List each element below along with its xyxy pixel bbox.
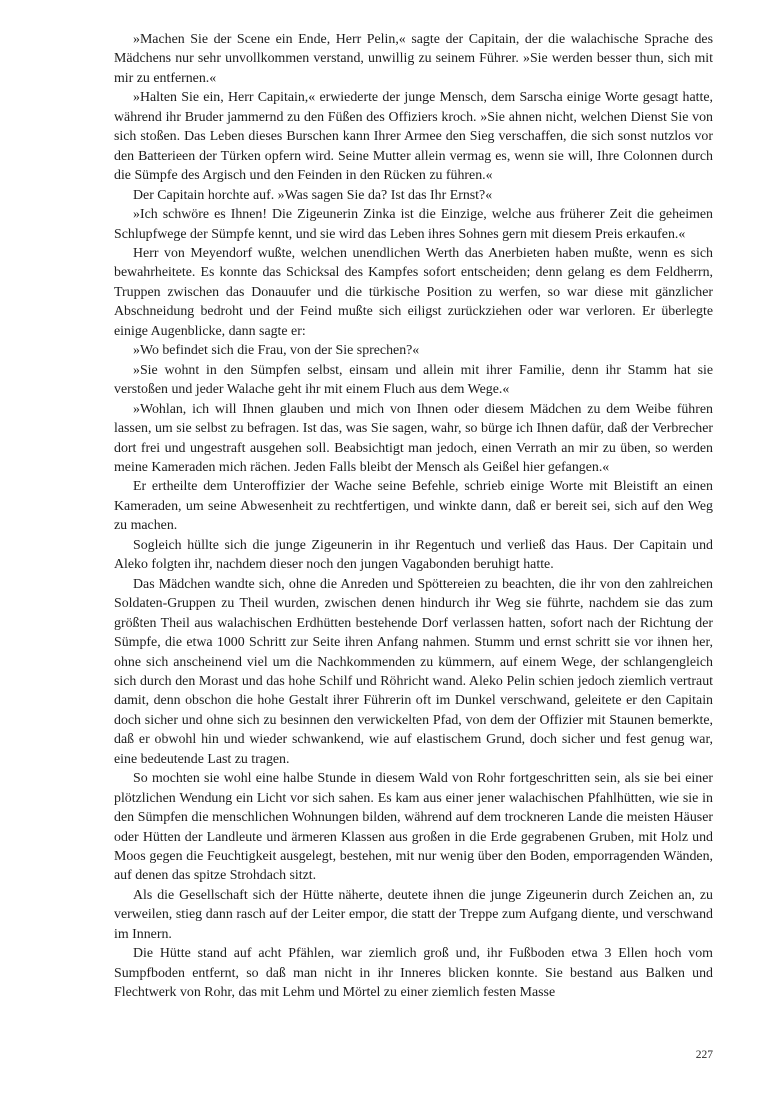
paragraph: Herr von Meyendorf wußte, welchen unendlichen Werth das Anerbieten haben mußte, wenn es sich bewahrheitete. Es konnte das Schicksal des Kampfes sofort entscheiden; denn gelang es dem Feldherrn, Truppen zwischen das Donauufer und die türkische Position zu werfen, so war diese mit gänzlicher Abschneidung bedroht und der Feind mußte sich eiligst zurückziehen oder war verloren. Er überlegte einige Augenblicke, dann sagte er:	[114, 245, 713, 339]
paragraph: »Wo befindet sich die Frau, von der Sie sprechen?«	[133, 343, 420, 359]
paragraph: Der Capitain horchte auf. »Was sagen Sie da? Ist das Ihr Ernst?«	[133, 187, 493, 203]
paragraph: »Halten Sie ein, Herr Capitain,« erwiederte der junge Mensch, dem Sarscha einige Worte gesagt hatte, während ihr Bruder jammernd zu den Füßen des Offiziers kroch. »Sie ahnen nicht, welchen Dienst Sie von sich stoßen. Das Leben dieses Burschen kann Ihrer Armee den Sieg verschaffen, die sich sonst nutzlos vor den Batterieen der Türken opfern wird. Seine Mutter allein vermag es, wenn sie will, Ihre Colonnen durch die Sümpfe des Argisch und den Feinden in den Rücken zu führen.«	[114, 90, 713, 184]
paragraph: Die Hütte stand auf acht Pfählen, war ziemlich groß und, ihr Fußboden etwa 3 Ellen hoch vom Sumpfboden entfernt, so daß man nicht in ihr Inneres blicken konnte. Sie bestand aus Balken und Flechtwerk von Rohr, das mit Lehm und Mörtel zu einer ziemlich festen Masse	[114, 946, 713, 1001]
paragraph: »Machen Sie der Scene ein Ende, Herr Pelin,« sagte der Capitain, der die walachische Sprache des Mädchens nur sehr unvollkommen verstand, unwillig zu seinem Führer. »Sie werden besser thun, sich mit mir zu entfernen.«	[114, 32, 713, 86]
paragraph: Als die Gesellschaft sich der Hütte näherte, deutete ihnen die junge Zigeunerin durch Zeichen an, zu verweilen, stieg dann rasch auf der Leiter empor, die statt der Treppe zum Aufgang diente, und verschwand im Innern.	[114, 887, 713, 942]
page-number: 227	[695, 1049, 713, 1061]
paragraph: So mochten sie wohl eine halbe Stunde in diesem Wald von Rohr fortgeschritten sein, als sie bei einer plötzlichen Wendung ein Licht vor sich sahen. Es kam aus einer jener walachischen Pfahlhütten, wie sie in den Sümpfen die menschlichen Wohnungen bilden, während auf dem trockneren Lande die meisten Häuser oder Hütten der Landleute und ärmeren Klassen aus großen in die Erde gegrabenen Gruben, mit Holz und Moos gegen die Feuchtigkeit ausgelegt, bestehen, mit nur wenig über den Boden, emporragenden Wänden, auf denen das spitze Strohdach sitzt.	[114, 771, 713, 884]
paragraph: Sogleich hüllte sich die junge Zigeunerin in ihr Regentuch und verließ das Haus. Der Capitain und Aleko folgten ihr, nachdem dieser noch den jungen Vagabonden beruhigt hatte.	[114, 537, 713, 573]
page-text	[114, 30, 713, 1003]
paragraph: Das Mädchen wandte sich, ohne die Anreden und Spöttereien zu beachten, die ihr von den zahlreichen Soldaten-Gruppen zu Theil wurden, zwischen denen hindurch ihr Weg sie führte, nachdem sie das zum größten Theil aus walachischen Erdhütten bestehende Dorf verlassen hatten, sofort nach der Richtung der Sümpfe, die etwa 1000 Schritt zur Seite ihren Anfang nahmen. Stumm und ernst schritt sie vor ihnen her, ohne sich anscheinend viel um die Nachkommenden zu kümmern, auf einem Wege, der schlangengleich sich durch den Morast und das hohe Schilf und Röhricht wand. Aleko Pelin schien jedoch ziemlich vertraut damit, denn obschon die hohe Gestalt ihrer Führerin oft im Dunkel verschwand, geleitete er den Capitain doch sicher und ohne sich zu besinnen den verwickelten Pfad, von dem der Offizier mit Staunen bemerkte, daß er obwohl hin und wieder schwankend, wie auf elastischem Grund, doch sicher und fest genug war, eine bedeutende Last zu tragen.	[114, 576, 713, 767]
paragraph: »Ich schwöre es Ihnen! Die Zigeunerin Zinka ist die Einzige, welche aus früherer Zeit die geheimen Schlupfwege der Sümpfe kennt, und sie wird das Leben ihres Sohnes gern mit diesem Preis erkaufen.«	[114, 207, 713, 242]
paragraph: Er ertheilte dem Unteroffizier der Wache seine Befehle, schrieb einige Worte mit Bleistift an einen Kameraden, um seine Abwesenheit zu rechtfertigen, und winkte dann, daß er bereit sei, sich auf den Weg zu machen.	[114, 479, 713, 534]
paragraph: »Wohlan, ich will Ihnen glauben und mich von Ihnen oder diesem Mädchen zu dem Weibe führen lassen, um sie selbst zu befragen. Ist das, was Sie sagen, wahr, so bürge ich Ihnen dafür, daß der Verbrecher dort frei und ungestraft ausgehen soll. Beabsichtigt man jedoch, einen Verrath an mir zu üben, so werden meine Kameraden mich rächen. Jeden Falls bleibt der Mensch als Geißel hier gefangen.«	[114, 401, 713, 475]
paragraph: »Sie wohnt in den Sümpfen selbst, einsam und allein mit ihrer Familie, denn ihr Stamm hat sie verstoßen und jeder Walache geht ihr mit einem Fluch aus dem Wege.«	[114, 362, 713, 398]
